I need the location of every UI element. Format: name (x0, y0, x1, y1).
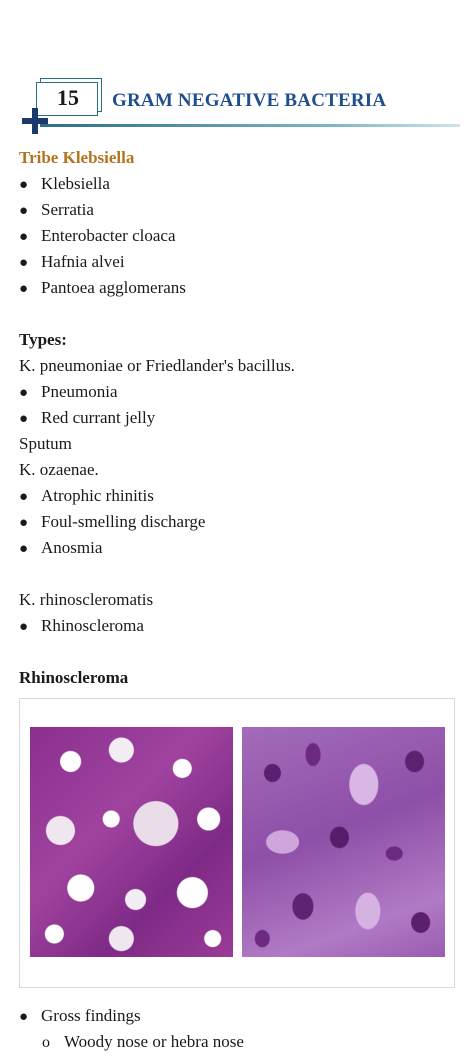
list-item (19, 278, 186, 298)
bullet-icon: ● (19, 489, 29, 505)
ozaenae-title: K. ozaenae. (19, 460, 99, 479)
list-item (19, 538, 102, 558)
list-item (19, 512, 205, 532)
histology-image-left (30, 727, 233, 957)
pneumoniae-note: Sputum (19, 434, 72, 453)
list-item-text: Enterobacter cloaca (41, 226, 176, 245)
list-item-text: Gross findings (41, 1006, 141, 1025)
sub-list-item-text: Woody nose or hebra nose (64, 1032, 244, 1051)
bullet-icon: ● (19, 1009, 29, 1025)
bullet-icon: ● (19, 541, 29, 557)
chapter-header (0, 74, 474, 134)
list-item (19, 200, 94, 220)
list-item-text: Anosmia (41, 538, 103, 557)
list-item (19, 382, 118, 402)
bullet-icon: ● (19, 229, 29, 245)
sub-list-item (42, 1032, 244, 1052)
bullet-icon: ● (19, 411, 29, 427)
bullet-icon: ● (19, 203, 29, 219)
chapter-title: GRAM NEGATIVE BACTERIA (112, 90, 387, 111)
list-item-text: Pantoea agglomerans (41, 278, 186, 297)
list-item-text: Pneumonia (41, 382, 118, 401)
plus-icon (22, 108, 48, 134)
tribe-heading: Tribe Klebsiella (19, 148, 135, 167)
list-item (19, 226, 176, 246)
list-item-text: Klebsiella (41, 174, 110, 193)
list-item (19, 616, 144, 636)
list-item-text: Foul-smelling discharge (41, 512, 206, 531)
pneumoniae-title: K. pneumoniae or Friedlander's bacillus. (19, 356, 295, 375)
list-item-text: Rhinoscleroma (41, 616, 144, 635)
list-item-text: Atrophic rhinitis (41, 486, 154, 505)
list-item (19, 1006, 141, 1026)
rhinoscleromatis-title: K. rhinoscleromatis (19, 590, 154, 609)
list-item (19, 252, 125, 272)
bullet-icon: ● (19, 515, 29, 531)
list-item (19, 486, 154, 506)
bullet-icon: ● (19, 177, 29, 193)
list-item (19, 408, 155, 428)
chapter-divider (40, 124, 460, 127)
list-item-text: Serratia (41, 200, 94, 219)
bullet-icon: ● (19, 385, 29, 401)
circle-bullet-icon: o (42, 1034, 50, 1051)
rhinoscleroma-heading: Rhinoscleroma (19, 668, 129, 687)
list-item (19, 174, 110, 194)
chapter-number: 15 (57, 85, 79, 110)
histology-figure (19, 698, 455, 988)
list-item-text: Hafnia alvei (41, 252, 125, 271)
bullet-icon: ● (19, 255, 29, 271)
bullet-icon: ● (19, 619, 29, 635)
types-heading: Types: (19, 330, 67, 349)
bullet-icon: ● (19, 281, 29, 297)
list-item-text: Red currant jelly (41, 408, 156, 427)
histology-image-right (242, 727, 445, 957)
